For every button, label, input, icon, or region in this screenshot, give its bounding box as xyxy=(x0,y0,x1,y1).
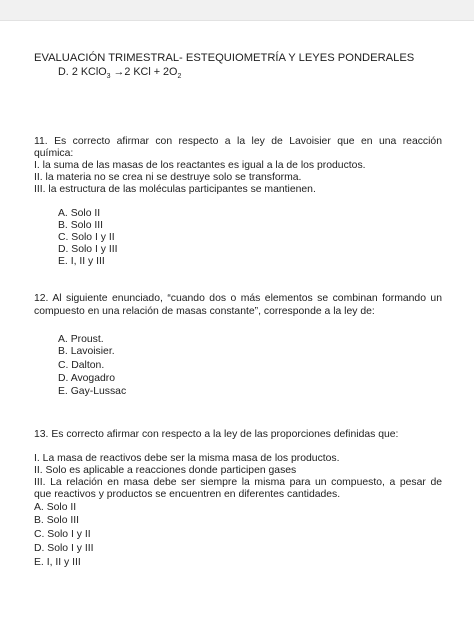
q12-option-a: A. Proust. xyxy=(58,334,104,345)
reaction-right: →2 KCl + 2O xyxy=(110,66,178,78)
q13-stem: 13. Es correcto afirmar con respecto a la ley de las proporciones definidas que: xyxy=(34,429,399,440)
q12-option-e: E. Gay-Lussac xyxy=(58,386,127,397)
q11-option-e: E. I, II y III xyxy=(58,256,105,267)
q12-option-c: C. Dalton. xyxy=(58,360,105,371)
q12-stem-line-2: compuesto en una relación de masas constante”, corresponde a la ley de: xyxy=(34,306,375,317)
reaction-left: 2 KClO xyxy=(71,66,107,78)
q13-statement: que reactivos y productos se encuentren en diferentes cantidades. xyxy=(34,489,341,500)
q11-option-d: D. Solo I y III xyxy=(58,244,118,255)
reaction-subscript-1: 3 xyxy=(106,73,111,81)
page-title: EVALUACIÓN TRIMESTRAL- ESTEQUIOMETRÍA Y LEYES PONDERALES xyxy=(34,52,415,64)
q11-statement: I. la suma de las masas de los reactantes es igual a la de los productos. xyxy=(34,160,366,171)
q12-option-b: B. Lavoisier. xyxy=(58,346,115,357)
q13-option-e: E. I, II y III xyxy=(34,557,81,568)
q11-stem-line-1: 11. Es correcto afirmar con respecto a la ley de Lavoisier que en una reacción xyxy=(34,136,442,147)
q11-statement: III. la estructura de las moléculas participantes se mantienen. xyxy=(34,184,316,195)
reaction-equation xyxy=(58,67,181,82)
q13-statement: III. La relación en masa debe ser siempre la misma para un compuesto, a pesar de xyxy=(34,477,442,488)
q13-statement: II. Solo es aplicable a reacciones donde participen gases xyxy=(34,465,297,476)
q13-option-b: B. Solo III xyxy=(34,515,80,526)
q11-stem-line-2: química: xyxy=(34,148,74,159)
q13-option-c: C. Solo I y II xyxy=(34,529,91,540)
viewer-top-bar xyxy=(0,0,474,21)
q11-option-a: A. Solo II xyxy=(58,208,101,219)
q12-option-d: D. Avogadro xyxy=(58,373,115,384)
reaction-subscript-2: 2 xyxy=(177,73,182,81)
q12-stem-line-1: 12. Al siguiente enunciado, “cuando dos o más elementos se combinan formando un xyxy=(34,293,442,304)
q13-statement: I. La masa de reactivos debe ser la misma masa de los productos. xyxy=(34,453,340,464)
q13-option-a: A. Solo II xyxy=(34,502,77,513)
q13-option-d: D. Solo I y III xyxy=(34,543,94,554)
reaction-label: D. xyxy=(58,66,69,78)
q11-option-b: B. Solo III xyxy=(58,220,104,231)
q11-option-c: C. Solo I y II xyxy=(58,232,115,243)
q11-statement: II. la materia no se crea ni se destruye solo se transforma. xyxy=(34,172,302,183)
